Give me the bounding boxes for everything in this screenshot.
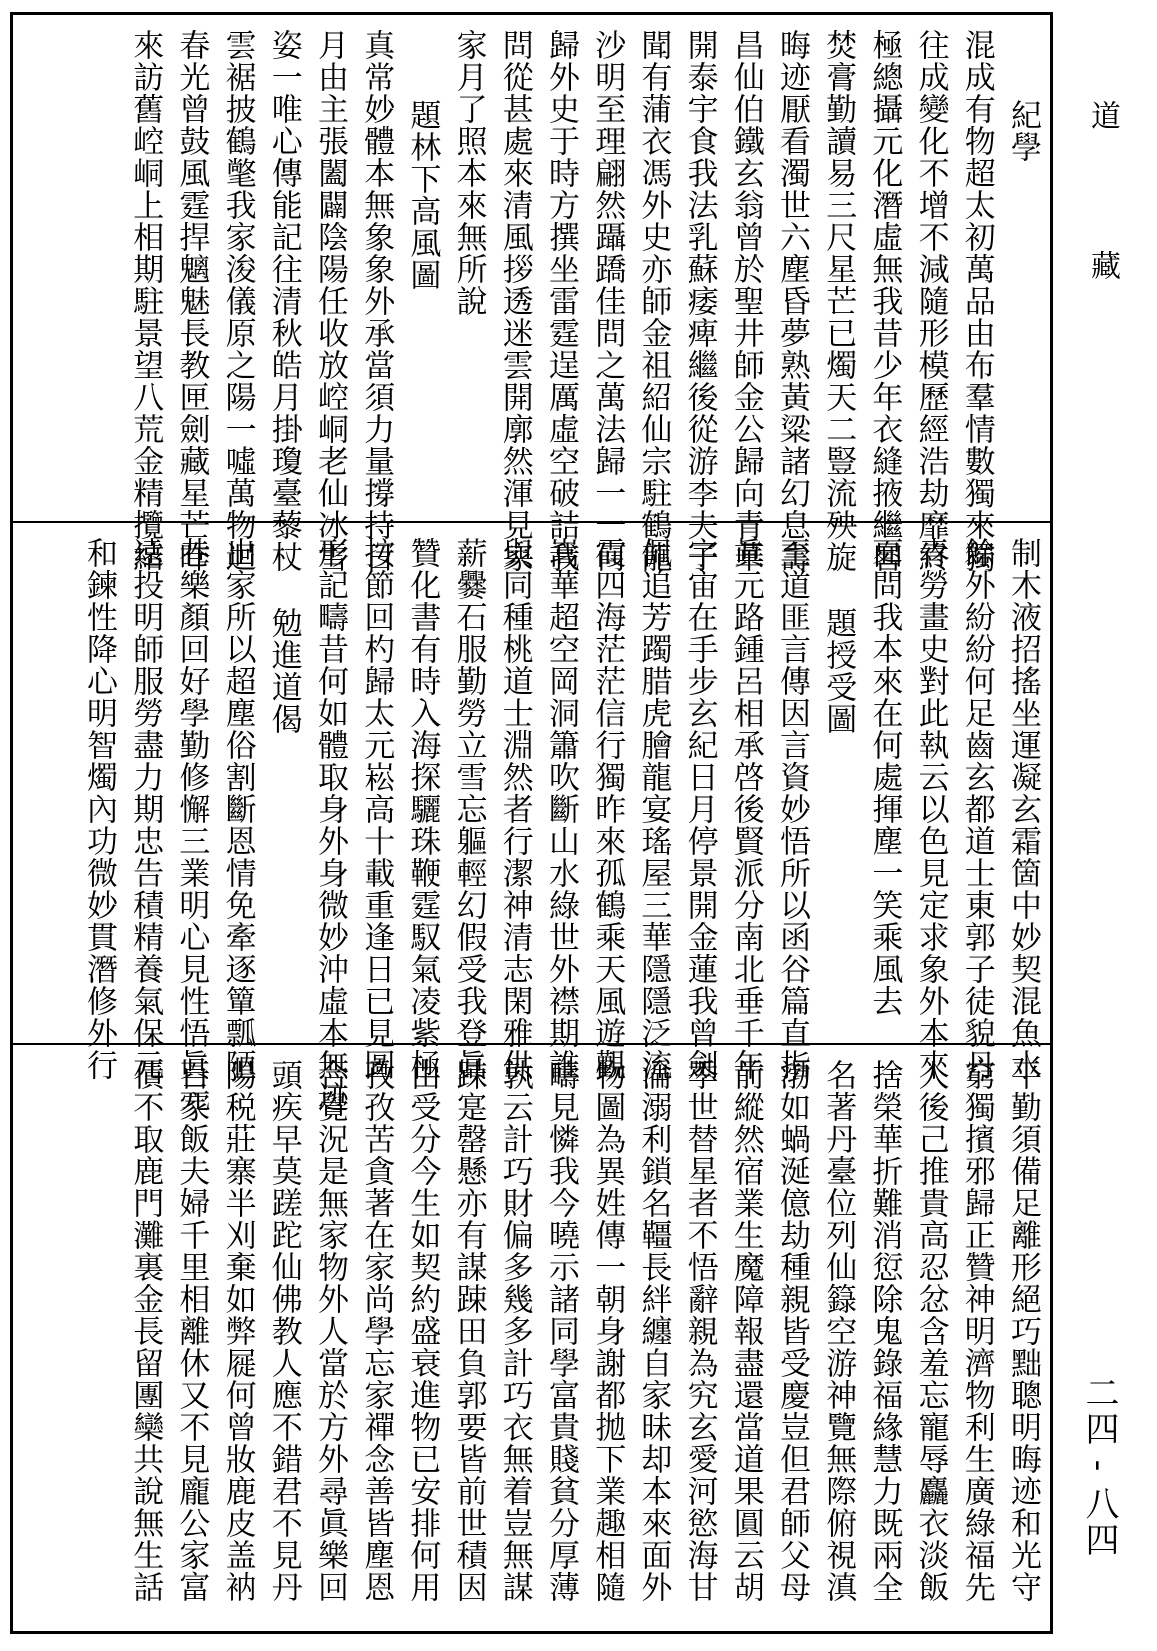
text-column: 出家所以超塵俗割斷恩情免牽逐簞瓢陋 bbox=[219, 537, 256, 1081]
text-column: 青勞畫史對此執云以色見定求象外本來 bbox=[912, 537, 949, 1081]
text-column: 歸外史于時方撰坐雷霆逞厲虛空破詰我 bbox=[543, 29, 579, 573]
page-number: 二四 - 八四 bbox=[1079, 1375, 1119, 1559]
text-column: 姿一唯心傳能記往清秋皓月掛瓊臺藜杖 bbox=[265, 29, 302, 573]
text-column: 真常妙體本無象象外承當須力量撐持日 bbox=[358, 29, 395, 573]
section-heading: 題授受圖 bbox=[820, 607, 857, 735]
text-column: 霞四海茫茫信行獨昨來孤鶴乘天風遊觀 bbox=[589, 537, 626, 1081]
text-column: 百家飯夫婦千里相離休又不見龐公家富 bbox=[173, 1059, 210, 1603]
text-column: 至道匪言傳因言資妙悟所以函谷篇直指 bbox=[774, 537, 810, 1081]
text-column: 宇宙在手步玄紀日月停景開金蓮我曾劍 bbox=[681, 537, 718, 1081]
text-column: 合覺況是無家物外人當於方外尋眞樂回 bbox=[312, 1059, 348, 1603]
text-column: 昌仙伯鐵玄翁曾於聖井師金公歸向青華 bbox=[727, 29, 764, 573]
text-column: 贊化書有時入海探驪珠鞭霆馭氣凌紫極 bbox=[404, 537, 441, 1081]
text-column: 孜孜苦貪著在家尚學忘家禪念善皆塵恩 bbox=[358, 1059, 395, 1603]
text-column: 和鍊性降心明智燭內功微妙貫潛修外行 bbox=[81, 537, 117, 1081]
text-column: 與同種桃道士淵然者行潔神清志閑雅供 bbox=[496, 537, 533, 1081]
text-column: 渤如蝸涎億劫種親皆受慶豈但君師父母 bbox=[774, 1059, 810, 1603]
text-column: 開泰宇食我法乳蘇痿痺繼後從游李夫子 bbox=[681, 29, 718, 573]
section-heading: 紀學 bbox=[1005, 99, 1041, 163]
text-column: 遠投明師服勞盡力期忠告積精養氣保元 bbox=[127, 537, 164, 1081]
text-column: 薪爨石服勤勞立雪忘軀輕幻假受我登眞 bbox=[450, 537, 487, 1081]
text-column: 來訪舊崆峒上相期駐景望八荒金精攬結 bbox=[127, 29, 164, 573]
text-column: 人後己推貴高忍忿含羞忘寵辱麤衣淡飯 bbox=[912, 1059, 949, 1603]
text-column: 由受分今生如契約盛衰進物已安排何用 bbox=[404, 1059, 441, 1603]
text-column: 月由主張闔闢陰陽任收放崆峒老仙冰雪 bbox=[312, 29, 348, 573]
text-column: 頭疾早莫蹉跎仙佛教人應不錯君不見丹 bbox=[265, 1059, 302, 1603]
text-column: 疇見憐我今曉示諸同學富貴賤貧分厚薄 bbox=[543, 1059, 579, 1603]
text-column: 物圖為異姓傳一朝身謝都拋下業趣相隨 bbox=[589, 1059, 626, 1603]
text-column: 平勤須備足離形絕巧黜聰明晦迹和光守 bbox=[1005, 1059, 1041, 1603]
text-column: 問從甚處來清風拶透迷雲開廓然渾見家 bbox=[496, 29, 533, 573]
text-band-middle bbox=[13, 523, 1050, 1113]
text-column: 制木液招搖坐運凝玄霜箇中妙契混魚水 bbox=[1005, 537, 1041, 1081]
text-column: 名著丹臺位列仙籙空游神覽無際俯視滇 bbox=[820, 1059, 857, 1603]
text-column: 往成變化不增不減隨形模歷經浩劫靡終 bbox=[912, 29, 949, 573]
text-column: 混成有物超太初萬品由布羣情數獨來獨 bbox=[958, 29, 995, 573]
text-column: 巷樂顏回好學勤修懈三業明心見性悟眞元 bbox=[173, 537, 210, 1113]
text-column: 家月了照本來無所說 bbox=[450, 29, 487, 317]
text-column: 窮獨擯邪歸正贊神明濟物利生廣綠福先 bbox=[958, 1059, 995, 1603]
text-column: 前縱然宿業生魔障報盡還當道果圓云胡 bbox=[727, 1059, 764, 1603]
collection-mark: 道 bbox=[1085, 100, 1120, 130]
text-column: 雲裾披鶴氅我家浚儀原之陽一噓萬物迴 bbox=[219, 29, 256, 573]
text-column: 踈寔罄懸亦有謀踈田負郭要皆前世積因 bbox=[450, 1059, 487, 1603]
section-heading: 勉進道偈 bbox=[265, 607, 302, 735]
text-column: 嵩華超空岡洞簫吹斷山水綠世外襟期誰 bbox=[543, 537, 579, 1081]
text-column: 焚膏勤讀易三尺星芒已燭天二豎流殃旋 bbox=[820, 29, 857, 573]
text-column: 極總攝元化潛虛無我昔少年衣縫掖繼晷 bbox=[866, 29, 903, 573]
text-column: 春光曾鼓風霆捍魑魅長教匣劍藏星芒昨 bbox=[173, 29, 210, 573]
section-heading: 題林下高風圖 bbox=[404, 99, 441, 291]
collection-mark: 藏 bbox=[1085, 250, 1120, 280]
text-column: 債不取鹿門灘裏金長留團欒共說無生話 bbox=[127, 1059, 164, 1603]
text-column: 沙明至理翩然躡蹻佳問之萬法歸一一何 bbox=[589, 29, 626, 573]
text-column: 陽税莊寨半刈棄如弊屣何曾妝鹿皮盖衲 bbox=[219, 1059, 256, 1603]
text-column: 淪溺利鎖名韁長絆纏自家昧却本來面外 bbox=[635, 1059, 672, 1603]
text-band-top bbox=[13, 15, 1050, 573]
text-column: 晦迹厭看濁世六塵昏夢熟黃粱諸幻息壽 bbox=[774, 29, 810, 573]
text-column: 佩追芳躅腊虎膾龍宴瑤屋三華隱隱泛流 bbox=[635, 537, 672, 1081]
text-column: 形記疇昔何如體取身外身微妙沖虛本無迹 bbox=[312, 537, 348, 1113]
text-column: 面問我本來在何處揮塵一笑乘風去 bbox=[866, 537, 903, 1017]
text-column: 捨榮華折難消愆除鬼錄福緣慧力既兩全 bbox=[866, 1059, 903, 1603]
text-column: 餘外紛紛何足齒玄都道士東郭子徒貌丹 bbox=[958, 537, 995, 1081]
text-column: 眞元路鍾呂相承啓後賢派分南北垂千年 bbox=[727, 537, 764, 1081]
text-column: 孰云計巧財偏多幾多計巧衣無着豈無謀 bbox=[496, 1059, 533, 1603]
text-band-bottom bbox=[13, 1045, 1050, 1631]
text-column: 聞有蒲衣馮外史亦師金祖紹仙宗駐鶴龍 bbox=[635, 29, 672, 573]
text-column: 按節回杓歸太元崧高十載重逢日已見圖 bbox=[358, 537, 395, 1081]
text-column: 季世替星者不悟辭親為究玄愛河慾海甘 bbox=[681, 1059, 718, 1603]
